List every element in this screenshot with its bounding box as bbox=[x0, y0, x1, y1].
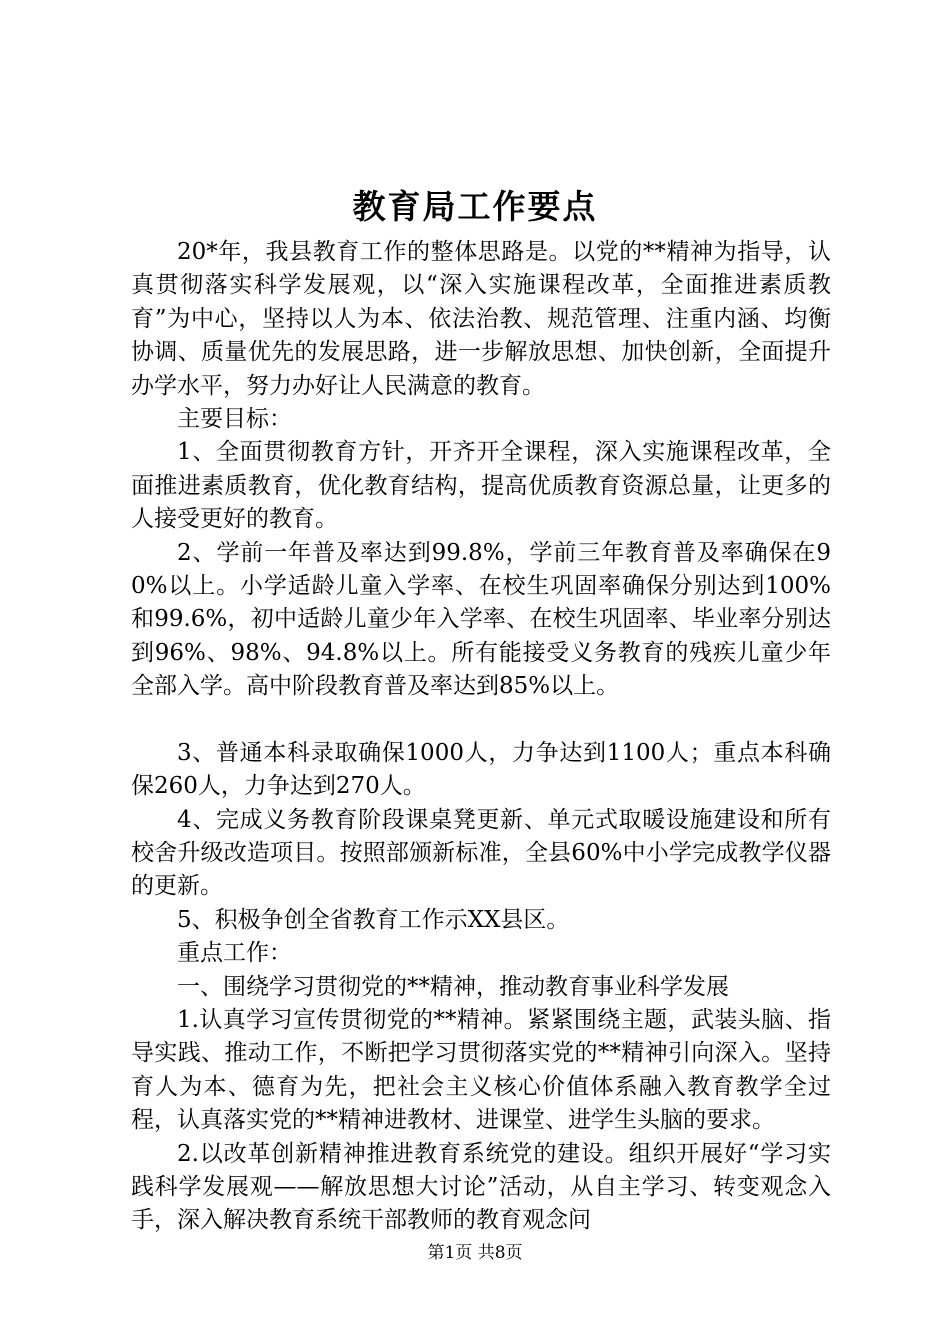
document-body bbox=[131, 236, 831, 1238]
paragraph-goal-5: 5、积极争创全省教育工作示XX县区。 bbox=[177, 906, 570, 933]
paragraph-goal-4: 4、完成义务教育阶段课桌凳更新、单元式取暖设施建设和所有校舍升级改造项目。按照部颁新标准，全县60%中小学完成教学仪器的更新。 bbox=[131, 806, 831, 900]
paragraph-overall-idea: 20*年，我县教育工作的整体思路是。以党的**精神为指导，认真贯彻落实科学发展观，以“深入实施课程改革，全面推进素质教育”为中心，坚持以人为本、依法治教、规范管理、注重内涵、均衡协调、质量优先的发展思路，进一步解放思想、加快创新，全面提升办学水平，努力办好让人民满意的教育。 bbox=[131, 239, 831, 399]
paragraph-goal-1: 1、全面贯彻教育方针，开齐开全课程，深入实施课程改革，全面推进素质教育，优化教育结构，提高优质教育资源总量，让更多的人接受更好的教育。 bbox=[131, 439, 831, 533]
paragraph-goal-2: 2、学前一年普及率达到99.8%，学前三年教育普及率确保在90%以上。小学适龄儿童入学率、在校生巩固率确保分别达到100%和99.6%，初中适龄儿童少年入学率、在校生巩固率、毕业率分别达到96%、98%、94.8%以上。所有能接受义务教育的残疾儿童少年全部入学。高中阶段教育普及率达到85%以上。 bbox=[131, 539, 831, 700]
paragraph-item-2: 2.以改革创新精神推进教育系统党的建设。组织开展好“学习实践科学发展观——解放思想大讨论”活动，从自主学习、转变观念入手，深入解决教育系统干部教师的教育观念问 bbox=[131, 1140, 831, 1234]
paragraph-key-work-heading: 重点工作： bbox=[177, 940, 292, 967]
page-number-footer: 第1页 共8页 bbox=[427, 1243, 523, 1263]
paragraph-item-1: 1.认真学习宣传贯彻党的**精神。紧紧围绕主题，武装头脑、指导实践、推动工作，不断把学习贯彻落实党的**精神引向深入。坚持育人为本、德育为先，把社会主义核心价值体系融入教育教学全过程，认真落实党的**精神进教材、进课堂、进学生头脑的要求。 bbox=[131, 1006, 831, 1134]
paragraph-goal-3: 3、普通本科录取确保1000人，力争达到1100人；重点本科确保260人，力争达到270人。 bbox=[131, 739, 831, 800]
paragraph-main-goals-heading: 主要目标： bbox=[177, 406, 292, 433]
document-title: 教育局工作要点 bbox=[352, 187, 598, 226]
paragraph-section-1-heading: 一、围绕学习贯彻党的**精神，推动教育事业科学发展 bbox=[177, 973, 729, 1000]
